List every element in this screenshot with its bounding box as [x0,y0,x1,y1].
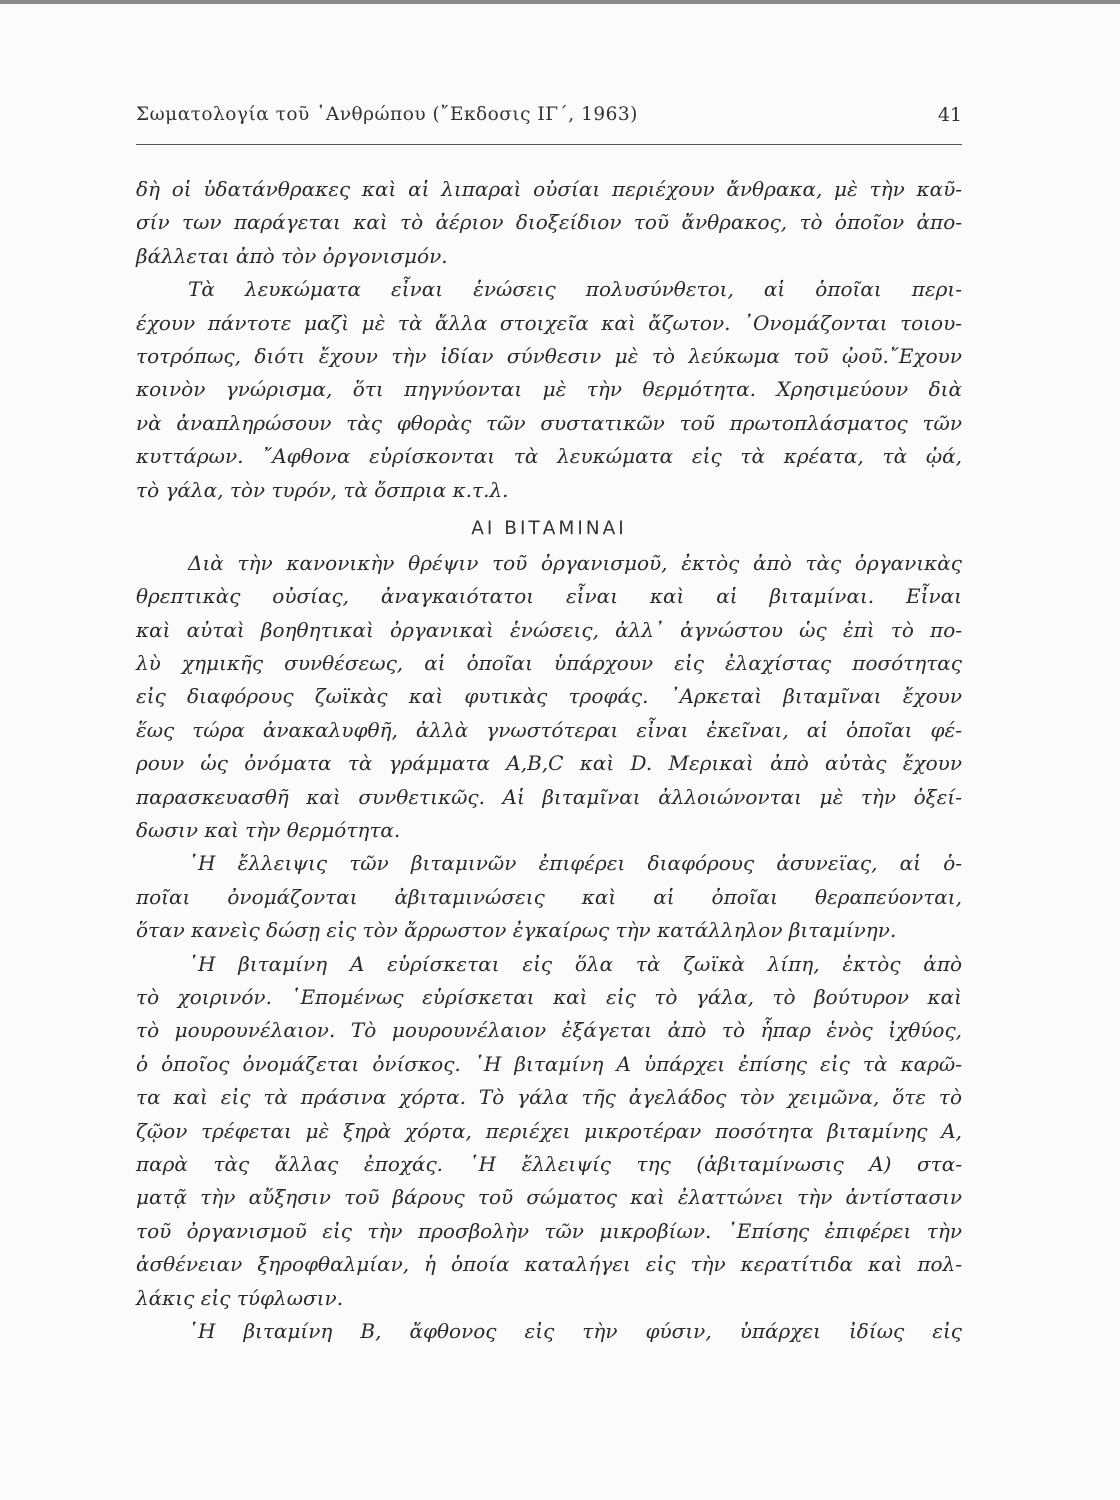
text-line: δωσιν καὶ τὴν θερμότητα. [136,818,401,843]
text-line: τοῦ ὀργανισμοῦ εἰς τὴν προσβολὴν τῶν μικροβίων. ᾿Επίσης ἐπιφέρει τὴν [136,1218,962,1243]
body-text [136,173,962,1348]
section-heading: ΑΙ ΒΙΤΑΜΙΝΑΙ [471,517,627,539]
text-line: ρουν ὡς ὀνόματα τὰ γράμματα A,B,C καὶ D. Μερικαὶ ἀπὸ αὐτὰς ἔχουν [136,751,963,776]
text-line: καὶ αὐταὶ βοηθητικαὶ ὀργανικαὶ ἑνώσεις, ἀλλ᾿ ἀγνώστου ὡς ἐπὶ τὸ πο- [136,617,962,642]
page-number: 41 [937,104,962,126]
text-line: εἰς διαφόρους ζωϊκὰς καὶ φυτικὰς τροφάς. ᾿Αρκεταὶ βιταμῖναι ἔχουν [136,684,962,709]
text-line: ὅταν κανεὶς δώσῃ εἰς τὸν ἄρρωστον ἐγκαίρως τὴν κατάλληλον βιταμίνην. [136,918,897,943]
text-line: θρεπτικὰς οὐσίας, ἀναγκαιότατοι εἶναι καὶ αἱ βιταμίναι. Εἶναι [136,584,962,609]
text-line: τὸ χοιρινόν. ῾Επομένως εὑρίσκεται καὶ εἰς τὸ γάλα, τὸ βούτυρον καὶ [136,984,962,1009]
text-line: κοινὸν γνώρισμα, ὅτι πηγνύονται μὲ τὴν θερμότητα. Χρησιμεύουν διὰ [136,377,962,402]
text-line: Διὰ τὴν κανονικὴν θρέψιν τοῦ ὀργανισμοῦ, ἐκτὸς ἀπὸ τὰς ὀργανικὰς [188,550,962,575]
text-line: κυττάρων. ῎Αφθονα εὑρίσκονται τὰ λευκώματα εἰς τὰ κρέατα, τὰ ᾠά, [136,444,962,469]
text-line: τοτρόπως, διότι ἔχουν τὴν ἰδίαν σύνθεσιν μὲ τὸ λεύκωμα τοῦ ᾠοῦ.῎Εχουν [136,343,962,368]
text-line: Τὰ λευκώματα εἶναι ἑνώσεις πολυσύνθετοι, αἱ ὁποῖαι περι- [188,277,962,302]
text-line: ῾Η ἔλλειψις τῶν βιταμινῶν ἐπιφέρει διαφόρους ἀσυνεϊας, αἱ ὁ- [188,851,962,876]
text-line: ῾Η βιταμίνη Β, ἄφθονος εἰς τὴν φύσιν, ὑπάρχει ἰδίως εἰς [188,1318,962,1343]
text-line: σίν των παράγεται καὶ τὸ ἀέριον διοξείδιον τοῦ ἄνθρακος, τὸ ὁποῖον ἀπο- [136,210,962,235]
text-line: ποῖαι ὀνομάζονται ἀβιταμινώσεις καὶ αἱ ὁποῖαι θεραπεύονται, [136,884,962,909]
text-line: ἀσθένειαν ξηροφθαλμίαν, ἡ ὁποία καταλήγει εἰς τὴν κερατίτιδα καὶ πολ- [136,1252,962,1277]
text-line: δὴ οἱ ὑδατάνθρακες καὶ αἱ λιπαραὶ οὐσίαι περιέχουν ἄνθρακα, μὲ τὴν καῦ- [136,177,962,201]
text-line: ῾Η βιταμίνη Α εὑρίσκεται εἰς ὅλα τὰ ζωϊκὰ λίπη, ἐκτὸς ἀπὸ [188,951,962,976]
text-line: τὸ γάλα, τὸν τυρόν, τὰ ὄσπρια κ.τ.λ. [136,477,509,502]
text-line: ἕως τώρα ἀνακαλυφθῆ, ἀλλὰ γνωστότεραι εἶναι ἐκεῖναι, αἱ ὁποῖαι φέ- [136,717,962,742]
text-line: λὺ χημικῆς συνθέσεως, αἱ ὁποῖαι ὑπάρχουν εἰς ἐλαχίστας ποσότητας [136,651,962,676]
page-header [136,104,962,145]
text-line: βάλλεται ἀπὸ τὸν ὀργονισμόν. [136,243,448,268]
running-title: Σωματολογία τοῦ ᾿Ανθρώπου (῎Εκδοσις ΙΓ΄, 1963) [136,104,638,125]
text-line: νὰ ἀναπληρώσουν τὰς φθορὰς τῶν συστατικῶν τοῦ πρωτοπλάσματος τῶν [136,410,962,435]
text-line: ματᾷ τὴν αὔξησιν τοῦ βάρους τοῦ σώματος καὶ ἐλαττώνει τὴν ἀντίστασιν [136,1185,962,1210]
scan-top-edge [0,0,1120,4]
text-line: παρασκευασθῆ καὶ συνθετικῶς. Αἱ βιταμῖναι ἀλλοιώνονται μὲ τὴν ὀξεί- [136,784,962,809]
text-line: ὁ ὁποῖος ὀνομάζεται ὀνίσκος. ῾Η βιταμίνη Α ὑπάρχει ἐπίσης εἰς τὰ καρῶ- [136,1051,962,1076]
text-line: τα καὶ εἰς τὰ πράσινα χόρτα. Τὸ γάλα τῆς ἀγελάδος τὸν χειμῶνα, ὅτε τὸ [136,1085,962,1110]
text-line: παρὰ τὰς ἄλλας ἐποχάς. ῾Η ἔλλειψίς της (ἀβιταμίνωσις Α) στα- [136,1151,962,1176]
text-line: τὸ μουρουνέλαιον. Τὸ μουρουνέλαιον ἐξάγεται ἀπὸ τὸ ἧπαρ ἑνὸς ἰχθύος, [136,1018,962,1043]
text-line: έχουν πάντοτε μαζὶ μὲ τὰ ἄλλα στοιχεῖα καὶ ἄζωτον. ᾿Ονομάζονται τοιου- [136,310,962,335]
text-line: λάκις εἰς τύφλωσιν. [136,1285,344,1310]
text-line: ζῷον τρέφεται μὲ ξηρὰ χόρτα, περιέχει μικροτέραν ποσότητα βιταμίνης Α, [136,1118,962,1143]
